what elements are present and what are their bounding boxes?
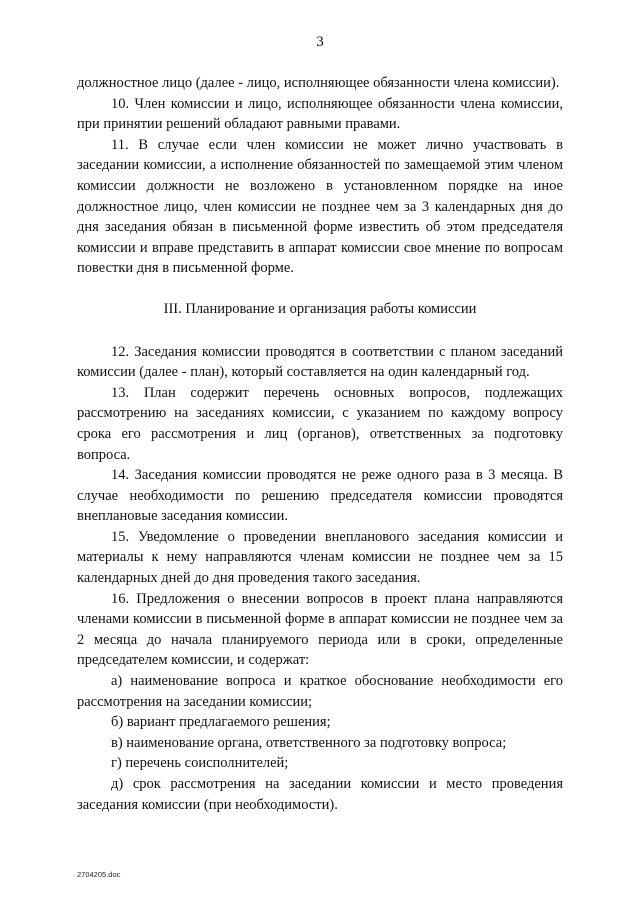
paragraph-item-14: 14. Заседания комиссии проводятся не реже одного раза в 3 месяца. В случае необходимости по решению председателя комиссии проводятся внеплановые заседания комиссии. (77, 467, 563, 525)
footer-file-code: 2704205.doc (77, 870, 121, 879)
paragraph-item-13: 13. План содержит перечень основных вопросов, подлежащих рассмотрению на заседаниях комиссии, с указанием по каждому вопросу срока его рассмотрения и лиц (органов), ответственных за подготовку вопроса. (77, 384, 563, 463)
page-number: 3 (316, 34, 324, 50)
subitem-d: д) срок рассмотрения на заседании комиссии и место проведения заседания комиссии (при необходимости). (77, 776, 563, 813)
paragraph-item-16: 16. Предложения о внесении вопросов в проект плана направляются членами комиссии в письменной форме в аппарат комиссии не позднее чем за 2 месяца до начала планируемого периода или в сроки, определенные председателем комиссии, и содержат: (77, 590, 563, 669)
paragraph-item-10: 10. Член комиссии и лицо, исполняющее обязанности члена комиссии, при принятии решений обладают равными правами. (77, 95, 563, 133)
subitem-a: а) наименование вопроса и краткое обоснование необходимости его рассмотрения на заседании комиссии; (77, 673, 563, 710)
subitem-g: г) перечень соисполнителей; (111, 755, 289, 772)
section-heading: III. Планирование и организация работы комиссии (163, 300, 477, 317)
paragraph-continuation: должностное лицо (далее - лицо, исполняющее обязанности члена комиссии). (77, 75, 560, 91)
paragraph-item-11: 11. В случае если член комиссии не может лично участвовать в заседании комиссии, а исполнение обязанностей по замещаемой этим членом комиссии должности не возложено в установленном порядке на иное должностное лицо, член комиссии не позднее чем за 3 календарных дня до дня заседания обязан в письменной форме известить об этом председателя комиссии и вправе представить в аппарат комиссии свое мнение по вопросам повестки дня в письменной форме. (77, 136, 563, 277)
paragraph-item-15: 15. Уведомление о проведении внепланового заседания комиссии и материалы к нему направляются членам комиссии не позднее чем за 15 календарных дней до дня проведения такого заседания. (77, 528, 563, 587)
subitem-v: в) наименование органа, ответственного за подготовку вопроса; (111, 734, 507, 751)
paragraph-item-12: 12. Заседания комиссии проводятся в соответствии с планом заседаний комиссии (далее - план), который составляется на один календарный год. (77, 343, 563, 381)
document-body (77, 73, 563, 815)
subitem-b: б) вариант предлагаемого решения; (111, 714, 331, 731)
